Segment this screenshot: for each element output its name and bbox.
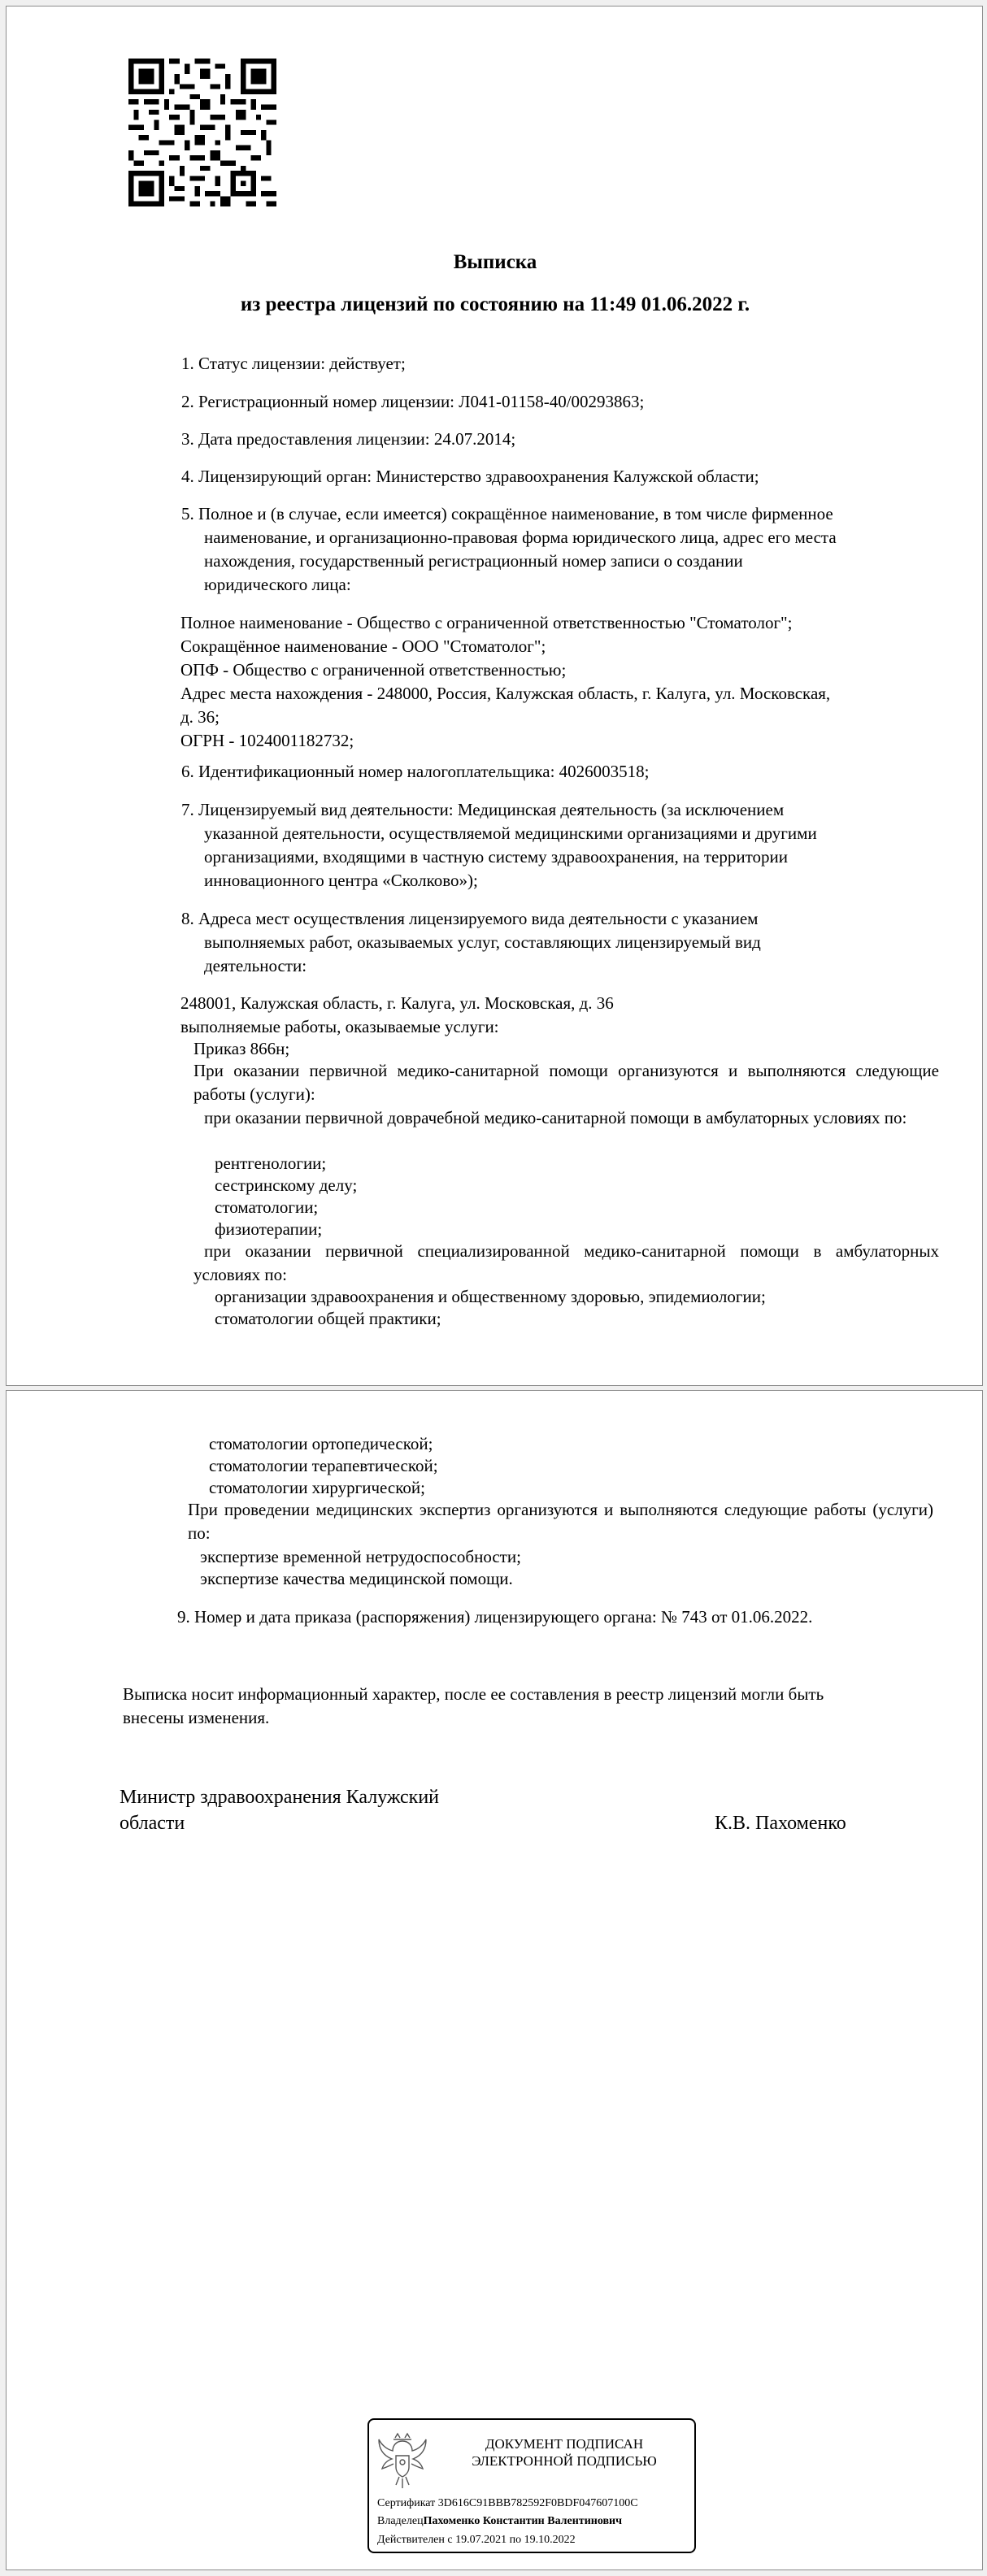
activity-address: 248001, Калужская область, г. Калуга, ул. Московская, д. 36 (180, 993, 614, 1013)
license-date: 3. Дата предоставления лицензии: 24.07.2014; (181, 429, 516, 449)
work-item: стоматологии терапевтической; (209, 1456, 438, 1475)
document-page-1: Выписка из реестра лицензий по состоянию на 11:49 01.06.2022 г. 1. Статус лицензии: действует; 2. Регистрационный номер лицензии: Л041-01158-40/00293863; 3. Дата предоставления лицензии: 24.07.2014; 4. Лицензирующий орган: Министерство здравоохранения Калужской области; 5. Полное и (в случае, если имеется) сокращённое наименование, в том числе фирменное наименование, и организационно-правовая форма юридического лица, адрес его места нахождения, государственный регистрационный номер записи о создании юридического лица: Полное наименование - Общество с ограниченной ответственностью "Стоматолог"; Сокращённое наименование - ООО "Стоматолог"; ОПФ - Общество с ограниченной ответственностью; Адрес места нахождения - 248000, Россия, Калужская область, г. Калуга, ул. Московская, д. 36; ОГРН - 1024001182732; 6. Идентификационный номер налогоплательщика: 4026003518; 7. Лицензируемый вид деятельности: Медицинская деятельность (за исключением указанной деятельности, осуществляемой медицинскими организациями и другими организациями, входящими в частную систему здравоохранения, на территории инновационного центра «Сколково»); 8. Адреса мест осуществления лицензируемого вида деятельности с указанием выполняемых работ, оказываемых услуг, составляющих лицензируемый вид деятельности: 248001, Калужская область, г. Калуга, ул. Московская, д. 36 выполняемые работы, оказываемые услуги: Приказ 866н; При оказании первичной медико-санитарной помощи организуются и выполняются следующие работы (услуги): при оказании первичной доврачебной медико-санитарной помощи в амбулаторных условиях по: рентгенологии; сестринскому делу; стоматологии; физиотерапии; при оказании первичной специализированной медико-санитарной помощи в амбулаторных условиях по: организации здравоохранения и общественному здоровью, эпидемиологии; стоматологии общей практики; (6, 6, 983, 1386)
pre-doctor-care-works: при оказании первичной доврачебной медико-санитарной помощи в амбулаторных условиях по: (204, 1108, 907, 1127)
licensing-authority: 4. Лицензирующий орган: Министерство здравоохранения Калужской области; (181, 467, 759, 486)
document-subtitle: из реестра лицензий по состоянию на 11:49 01.06.2022 г. (240, 293, 750, 315)
work-item: стоматологии хирургической; (209, 1478, 425, 1497)
order-number: Приказ 866н; (193, 1039, 290, 1058)
work-item: организации здравоохранения и общественному здоровью, эпидемиологии; (215, 1287, 766, 1306)
expertise-works: При проведении медицинских экспертиз организуются и выполняются следующие работы (услуги) по: (188, 1500, 933, 1543)
stamp-title: ДОКУМЕНТ ПОДПИСАН (485, 2436, 644, 2452)
work-item: экспертизе качества медицинской помощи. (200, 1569, 513, 1588)
stamp-certificate: Сертификат 3D616C91BBB782592F0BDF047607100C (377, 2497, 638, 2509)
works-label: выполняемые работы, оказываемые услуги: (180, 1017, 499, 1036)
work-item: стоматологии ортопедической; (209, 1434, 433, 1453)
stamp-owner: ВладелецПахоменко Константин Валентинович (377, 2515, 623, 2527)
electronic-signature-stamp (367, 2418, 696, 2553)
work-item: экспертизе временной нетрудоспособности; (200, 1547, 521, 1566)
signer-position: Министр здравоохранения Калужский (120, 1787, 440, 1808)
primary-care-works: При оказании первичной медико-санитарной помощи организуются и выполняются следующие работы (услуги): (193, 1061, 939, 1104)
qr-code (128, 59, 276, 206)
disclaimer-note-cont: внесены изменения. (123, 1708, 270, 1727)
work-item: сестринскому делу; (215, 1175, 358, 1195)
license-status: 1. Статус лицензии: действует; (181, 354, 406, 373)
disclaimer-note: Выписка носит информационный характер, после ее составления в реестр лицензий могли быть (123, 1684, 824, 1704)
tax-id: 6. Идентификационный номер налогоплательщика: 4026003518; (181, 762, 650, 781)
signer-position-cont: области (120, 1813, 185, 1834)
work-item: рентгенологии; (215, 1153, 327, 1173)
document-title: Выписка (453, 251, 537, 273)
work-item: стоматологии общей практики; (215, 1309, 441, 1328)
license-number: 2. Регистрационный номер лицензии: Л041-01158-40/00293863; (181, 392, 645, 411)
stamp-validity: Действителен с 19.07.2021 по 19.10.2022 (377, 2534, 576, 2546)
order-reference: 9. Номер и дата приказа (распоряжения) лицензирующего органа: № 743 от 01.06.2022. (177, 1607, 813, 1627)
coat-of-arms-icon (377, 2431, 428, 2491)
work-item: физиотерапии; (215, 1219, 323, 1239)
signer-name: К.В. Пахоменко (715, 1813, 846, 1834)
specialized-care-works: при оказании первичной специализированной медико-санитарной помощи в амбулаторных условиях по: (193, 1241, 939, 1284)
stamp-subtitle: ЭЛЕКТРОННОЙ ПОДПИСЬЮ (472, 2453, 657, 2469)
document-page-2 (6, 1390, 983, 2570)
work-item: стоматологии; (215, 1197, 319, 1217)
